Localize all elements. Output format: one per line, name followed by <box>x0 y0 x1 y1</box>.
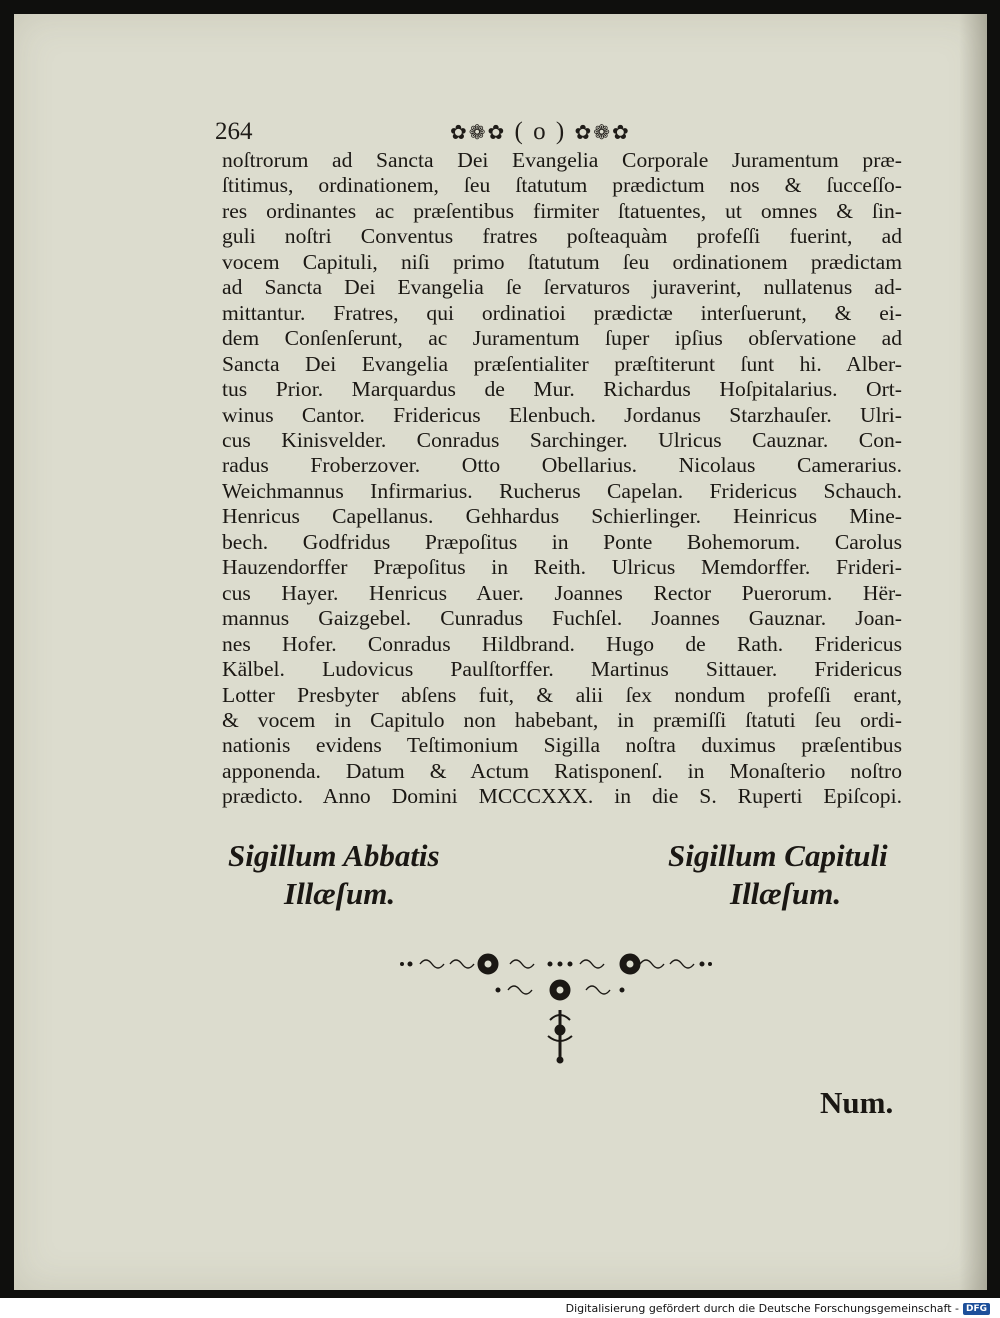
seal-abbatis-title: Sigillum Abbatis <box>228 838 440 873</box>
dfg-logo: DFG <box>963 1303 990 1315</box>
text-line: bech. Godfridus Præpoſitus in Ponte Bohemorum. Carolus <box>222 529 902 554</box>
text-line: Sancta Dei Evangelia præſentialiter præſtiterunt ſunt hi. Alber- <box>222 351 902 376</box>
text-line: Weichmannus Infirmarius. Rucherus Capelan. Fridericus Schauch. <box>222 478 902 503</box>
seal-abbatis-status: Illæſum. <box>284 876 396 911</box>
header-flourish-left-icon: ✿❁✿ <box>450 122 507 144</box>
text-line: mittantur. Fratres, qui ordinatioi prædictæ interſuerunt, & ei- <box>222 300 902 325</box>
seal-capituli-status: Illæſum. <box>730 876 842 911</box>
running-header <box>215 118 905 150</box>
text-line: prædicto. Anno Domini MCCCXXX. in die S. Ruperti Epiſcopi. <box>222 784 902 809</box>
page-edge-shadow <box>959 14 987 1290</box>
text-line: Lotter Presbyter abſens fuit, & alii ſex nondum profeſſi erant, <box>222 682 902 707</box>
seal-abbatis <box>228 837 440 913</box>
text-line: res ordinantes ac præſentibus firmiter ſtatuentes, ut omnes & ſin- <box>222 198 902 223</box>
text-line: cus Hayer. Henricus Auer. Joannes Rector Puerorum. Hër- <box>222 580 902 605</box>
text-line: Hauzendorffer Præpoſitus in Reith. Ulricus Memdorffer. Frideri- <box>222 555 902 580</box>
seal-capituli-title: Sigillum Capituli <box>668 838 888 873</box>
text-line: radus Froberzover. Otto Obellarius. Nicolaus Camerarius. <box>222 453 902 478</box>
text-line: cus Kinisvelder. Conradus Sarchinger. Ulricus Cauznar. Con- <box>222 427 902 452</box>
text-line: dem Conſenſerunt, ac Juramentum ſuper ipſius obſervatione ad <box>222 326 902 351</box>
text-line: mannus Gaizgebel. Cunradus Fuchſel. Joannes Gauznar. Joan- <box>222 606 902 631</box>
text-line: apponenda. Datum & Actum Ratisponenſ. in Monaſterio noſtro <box>222 758 902 783</box>
printers-ornament-icon <box>380 940 740 1070</box>
text-line: Henricus Capellanus. Gehhardus Schierlinger. Heinricus Mine- <box>222 504 902 529</box>
text-line: & vocem in Capitulo non habebant, in præmiſſi ſtatuti ſeu ordi- <box>222 707 902 732</box>
header-ornament-group <box>450 118 631 146</box>
digitization-credit <box>566 1302 990 1315</box>
catchword: Num. <box>820 1085 894 1120</box>
credit-text: Digitalisierung gefördert durch die Deutsche Forschungsgemeinschaft - <box>565 1302 959 1315</box>
body-text <box>222 148 902 810</box>
text-line: tus Prior. Marquardus de Mur. Richardus Hoſpitalarius. Ort- <box>222 377 902 402</box>
header-flourish-right-icon: ✿❁✿ <box>574 122 631 144</box>
text-line: guli noſtri Conventus fratres poſteaquàm profeſſi fuerint, ad <box>222 224 902 249</box>
text-line: nes Hofer. Conradus Hildbrand. Hugo de Rath. Fridericus <box>222 631 902 656</box>
header-mark: ( o ) <box>514 118 567 145</box>
text-line: noſtrorum ad Sancta Dei Evangelia Corporale Juramentum præ- <box>222 148 902 172</box>
text-line: ad Sancta Dei Evangelia ſe ſervaturos juraverint, nullatenus ad- <box>222 275 902 300</box>
text-line: vocem Capituli, niſi primo ſtatutum ſeu ordinationem prædictam <box>222 249 902 274</box>
text-line: winus Cantor. Fridericus Elenbuch. Jordanus Starzhauſer. Ulri- <box>222 402 902 427</box>
text-line: nationis evidens Teſtimonium Sigilla noſtra duximus præſentibus <box>222 733 902 758</box>
page-number: 264 <box>215 118 253 145</box>
text-line: Kälbel. Ludovicus Paulſtorffer. Martinus Sittauer. Fridericus <box>222 657 902 682</box>
seal-capituli <box>668 837 888 913</box>
text-line: ſtitimus, ordinationem, ſeu ſtatutum prædictum nos & ſucceſſo- <box>222 173 902 198</box>
